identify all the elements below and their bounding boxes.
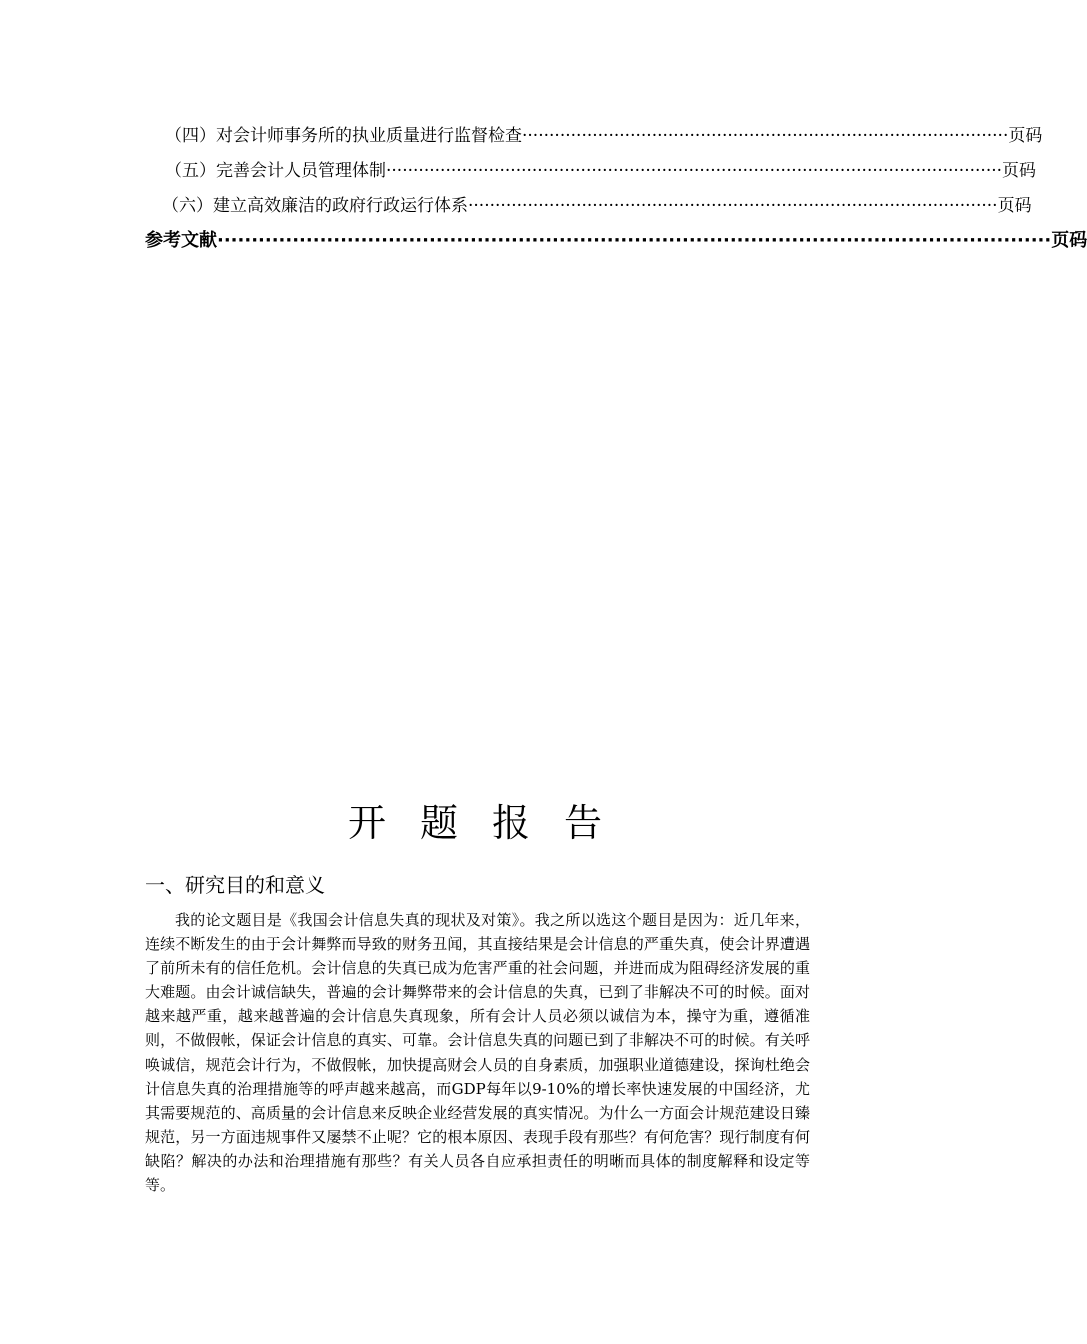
toc-entry-label: （四）对会计师事务所的执业质量进行监督检查 — [165, 126, 522, 146]
toc-leader-dots: ·························································································· — [522, 126, 1009, 146]
toc-page-number: 页码 — [997, 196, 1032, 216]
toc-entry-5 — [165, 159, 1037, 183]
toc-entry-label: （六）建立高效廉洁的政府行政运行体系 — [162, 196, 468, 216]
toc-entry-6 — [162, 194, 1032, 218]
toc-entry-references — [145, 229, 1087, 253]
body-paragraph: 我的论文题目是《我国会计信息失真的现状及对策》。我之所以选这个题目是因为：近几年来，连续不断发生的由于会计舞弊而导致的财务丑闻，其直接结果是会计信息的严重失真，使会计界遭遇了前所未有的信任危机。会计信息的失真已成为危害严重的社会问题，并进而成为阻碍经济发展的重大难题。由会计诚信缺失，普遍的会计舞弊带来的会计信息的失真，已到了非解决不可的时候。面对越来越严重，越来越普遍的会计信息失真现象，所有会计人员必须以诚信为本，操守为重，遵循准则，不做假帐，保证会计信息的真实、可靠。会计信息失真的问题已到了非解决不可的时候。有关呼唤诚信，规范会计行为，不做假帐，加快提高财会人员的自身素质，加强职业道德建设，探询杜绝会计信息失真的治理措施等的呼声越来越高，而GDP每年以9-10%的增长率快速发展的中国经济，尤其需要规范的、高质量的会计信息来反映企业经营发展的真实情况。为什么一方面会计规范建设日臻规范，另一方面违规事件又屡禁不止呢？它的根本原因、表现手段有那些？有何危害？现行制度有何缺陷？解决的办法和治理措施有那些？有关人员各自应承担责任的明晰而具体的制度解释和设定等等。 — [145, 911, 810, 1195]
report-title: 开题报告 — [347, 801, 636, 845]
toc-leader-dots: ·················································································································· — [386, 161, 1003, 181]
toc-entry-4 — [165, 124, 1043, 148]
toc-page-number: 页码 — [1002, 161, 1037, 181]
toc-leader-dots: ·························································································································· — [217, 230, 1052, 251]
toc-page-number: 页码 — [1051, 230, 1087, 251]
toc-leader-dots: ·································································································· — [468, 196, 998, 216]
section-heading: 一、研究目的和意义 — [145, 873, 325, 897]
toc-page-number: 页码 — [1008, 126, 1043, 146]
toc-entry-label: （五）完善会计人员管理体制 — [165, 161, 386, 181]
toc-entry-label: 参考文献 — [145, 230, 217, 251]
